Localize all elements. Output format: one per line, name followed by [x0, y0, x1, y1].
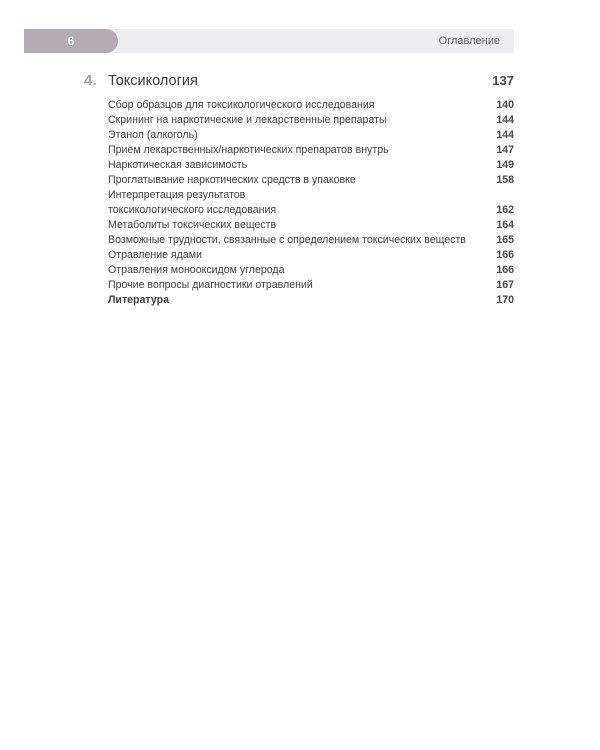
toc-entry-page: 167: [496, 279, 514, 291]
toc-entry-page: 165: [496, 234, 514, 246]
toc-entry-page: 140: [496, 99, 514, 111]
toc-entry: [108, 278, 514, 293]
toc-entry-title: Прочие вопросы диагностики отравлений: [108, 279, 313, 291]
page-number: 6: [67, 34, 75, 48]
toc-entry-page: 162: [496, 204, 514, 216]
toc-entry-title: Возможные трудности, связанные с определением токсических веществ: [108, 234, 466, 246]
running-head: Оглавление: [438, 35, 500, 47]
toc-entry: [108, 233, 514, 248]
toc-entry-title: Этанол (алкоголь): [108, 129, 198, 141]
chapter-number: 4.: [84, 72, 97, 89]
chapter-heading: [84, 72, 514, 92]
toc-entry-title: Интерпретация результатов: [108, 189, 246, 201]
toc-entry: [108, 98, 514, 113]
chapter-page-number: 137: [492, 73, 514, 88]
toc-entry-page: 149: [496, 159, 514, 171]
toc-entry-title: токсикологического исследования: [108, 204, 277, 216]
toc-entry-page: 158: [496, 174, 514, 186]
toc-entry-title: Сбор образцов для токсикологического исследования: [108, 99, 375, 111]
toc-entry-page: 164: [496, 219, 514, 231]
page-header: [24, 29, 514, 53]
toc-entry-page: 166: [496, 249, 514, 261]
toc-entry: [108, 158, 514, 173]
toc-entry-title: Литература: [108, 294, 169, 306]
toc-entry-page: 144: [496, 129, 514, 141]
toc-entry-title: Отравления монооксидом углерода: [108, 264, 285, 276]
page-number-tab: [24, 29, 118, 53]
toc-entry-title: Прием лекарственных/наркотических препаратов внутрь: [108, 144, 389, 156]
toc-entry: [108, 113, 514, 128]
toc-entry: [108, 188, 514, 203]
toc-entry-title: Метаболиты токсических веществ: [108, 219, 277, 231]
toc-entry-page: 170: [496, 294, 514, 306]
toc-entry: [108, 218, 514, 233]
toc-list: [108, 98, 514, 308]
toc-entry-title: Наркотическая зависимость: [108, 159, 248, 171]
toc-entry-page: 144: [496, 114, 514, 126]
toc-entry-references: [108, 293, 514, 308]
chapter-title: Токсикология: [108, 73, 198, 89]
toc-entry-title: Проглатывание наркотических средств в упаковке: [108, 174, 356, 186]
toc-entry: [108, 248, 514, 263]
toc-entry-page: 166: [496, 264, 514, 276]
toc-entry-title: Отравление ядами: [108, 249, 202, 261]
toc-entry: [108, 128, 514, 143]
toc-entry: [108, 143, 514, 158]
toc-entry-title: Скрининг на наркотические и лекарственные препараты: [108, 114, 387, 126]
toc-entry: [108, 263, 514, 278]
toc-entry: [108, 203, 514, 218]
toc-entry: [108, 173, 514, 188]
toc-entry-page: 147: [496, 144, 514, 156]
